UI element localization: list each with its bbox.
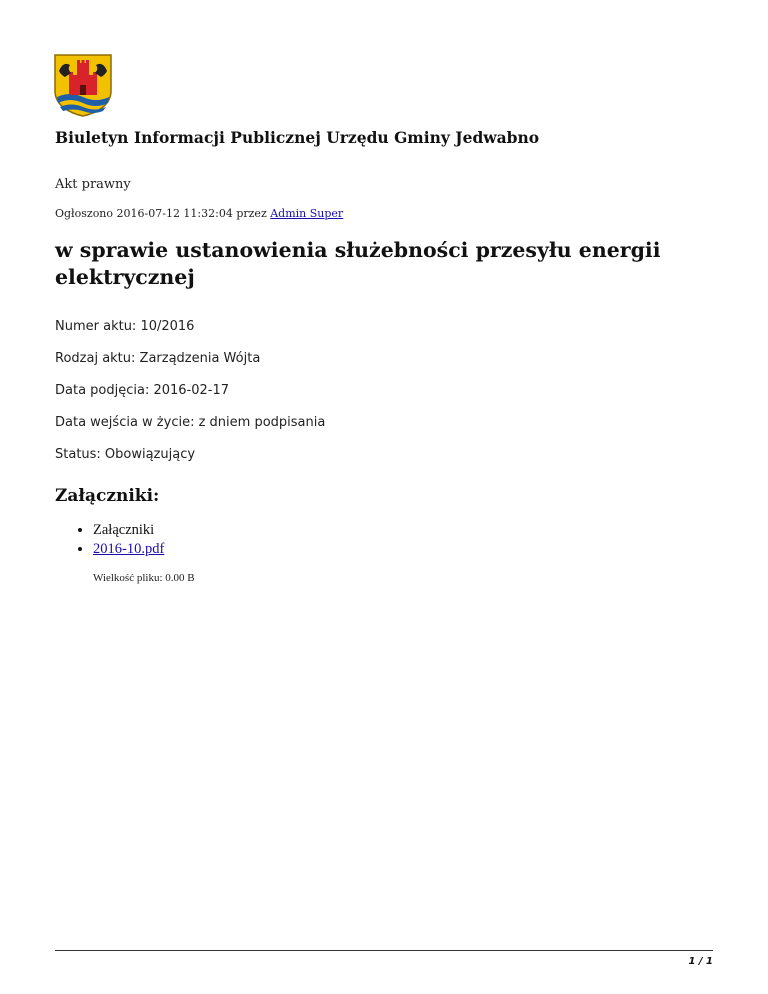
document-title: w sprawie ustanowienia służebności przesyłu energii elektrycznej: [55, 238, 661, 289]
document-category: Akt prawny: [55, 177, 131, 192]
publish-meta: [55, 207, 343, 220]
field-effective-date: Data wejścia w życie: z dniem podpisania: [55, 415, 326, 430]
attachments-heading: Załączniki:: [55, 486, 160, 506]
page-number: 1 / 1: [688, 956, 713, 967]
file-size: Wielkość pliku: 0.00 B: [93, 572, 195, 584]
jedwabno-coat-of-arms-icon: [53, 53, 113, 117]
field-act-type: Rodzaj aktu: Zarządzenia Wójta: [55, 351, 261, 366]
field-act-number: Numer aktu: 10/2016: [55, 319, 195, 334]
footer-divider: [55, 950, 713, 951]
attachments-list: [73, 521, 164, 559]
attachment-file-link[interactable]: 2016-10.pdf: [93, 541, 165, 557]
attachment-group-label: • Załączniki: [93, 521, 164, 540]
field-status: Status: Obowiązujący: [55, 447, 196, 462]
attachment-item: [93, 540, 164, 559]
publish-info: Ogłoszono 2016-07-12 11:32:04 przez: [55, 207, 271, 220]
field-adoption-date: Data podjęcia: 2016-02-17: [55, 383, 230, 398]
site-title: Biuletyn Informacji Publicznej Urzędu Gminy Jedwabno: [55, 128, 540, 147]
author-link[interactable]: Admin Super: [270, 207, 344, 220]
